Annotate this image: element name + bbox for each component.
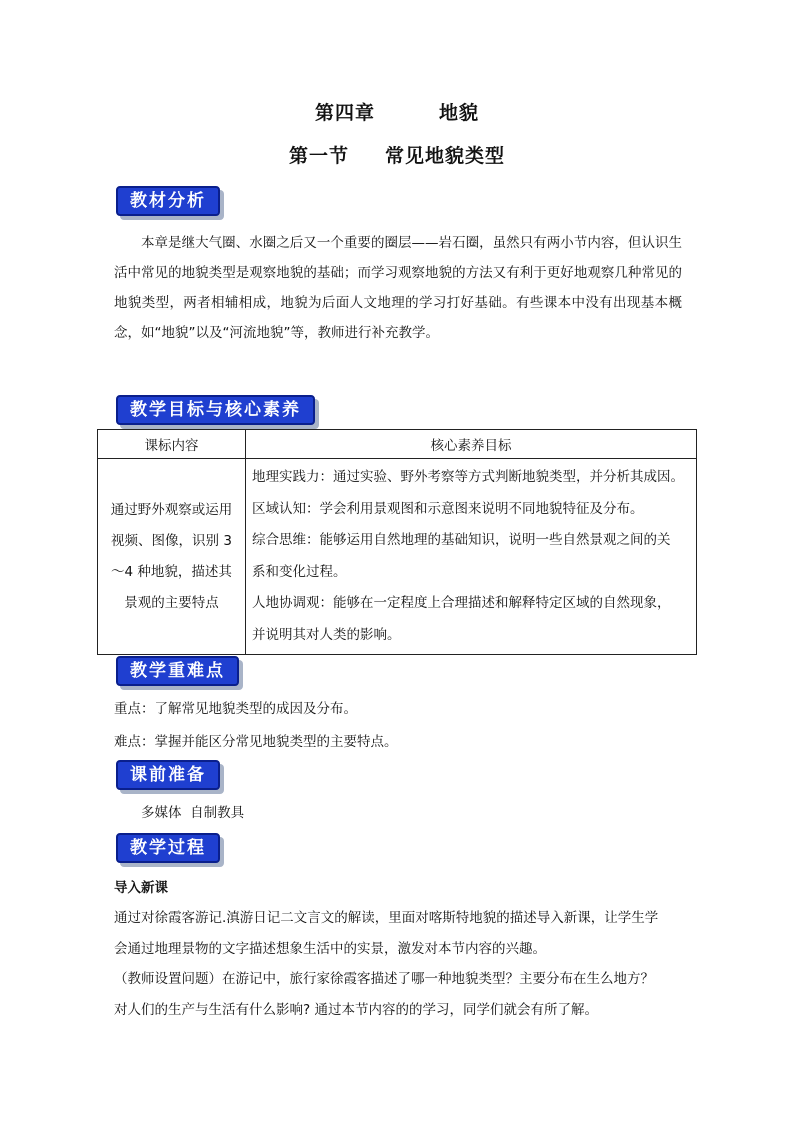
keypoints-heading: 教学重难点 xyxy=(116,656,239,686)
difficult-point-text: 难点：掌握并能区分常见地貌类型的主要特点。 xyxy=(114,734,398,750)
process-line: 会通过地理景物的文字描述想象生活中的实景，激发对本节内容的兴趣。 xyxy=(114,941,546,957)
target-line: 区域认知：学会利用景观图和示意图来说明不同地貌特征及分布。 xyxy=(252,500,644,517)
prep-heading: 课前准备 xyxy=(116,760,220,790)
process-line: （教师设置问题）在游记中，旅行家徐霞客描述了哪一种地貌类型？主要分布在生么地方？ xyxy=(114,971,654,987)
goals-heading: 教学目标与核心素养 xyxy=(116,395,315,425)
section-number: 第一节 xyxy=(288,145,349,167)
target-line: 系和变化过程。 xyxy=(252,563,347,580)
target-line: 并说明其对人类的影响。 xyxy=(252,626,401,643)
chapter-name: 地貌 xyxy=(439,102,480,124)
process-heading: 教学过程 xyxy=(116,833,220,863)
goals-col-standard: 课标内容 xyxy=(98,430,246,459)
section-name: 常见地貌类型 xyxy=(385,145,506,167)
process-line: 通过对徐霞客游记.滇游日记二文言文的解读，里面对喀斯特地貌的描述导入新课，让学生学 xyxy=(114,910,659,926)
chapter-title xyxy=(0,98,794,125)
target-line: 综合思维：能够运用自然地理的基础知识，说明一些自然景观之间的关 xyxy=(252,532,671,548)
goals-targets-cell xyxy=(246,459,697,655)
target-line: 地理实践力：通过实验、野外考察等方式判断地貌类型，并分析其成因。 xyxy=(252,469,684,485)
goals-col-targets: 核心素养目标 xyxy=(246,430,697,459)
process-line: 对人们的生产与生活有什么影响? 通过本节内容的的学习，同学们就会有所了解。 xyxy=(114,1002,598,1018)
key-point-text: 重点：了解常见地貌类型的成因及分布。 xyxy=(114,701,357,717)
chapter-number: 第四章 xyxy=(314,102,375,124)
section-title xyxy=(0,141,794,168)
analysis-heading: 教材分析 xyxy=(116,186,220,216)
target-line: 人地协调观：能够在一定程度上合理描述和解释特定区域的自然现象， xyxy=(252,595,671,611)
intro-title: 导入新课 xyxy=(114,880,168,896)
prep-text: 多媒体 自制教具 xyxy=(141,805,245,821)
analysis-text: 本章是继大气圈、水圈之后又一个重要的圈层——岩石圈，虽然只有两小节内容，但认识生活中常见的地貌类型是观察地貌的基础；而学习观察地貌的方法又有利于更好地观察几种常见的地貌类型，两者相辅相成，地貌为后面人文地理的学习打好基础。有些课本中没有出现基本概念，如“地貌”以及“河流地貌”等，教师进行补充教学。 xyxy=(114,235,682,341)
goals-table xyxy=(97,429,697,655)
goals-standard-cell: 通过野外观察或运用视频、图像，识别 3～4 种地貌，描述其景观的主要特点 xyxy=(98,459,246,655)
